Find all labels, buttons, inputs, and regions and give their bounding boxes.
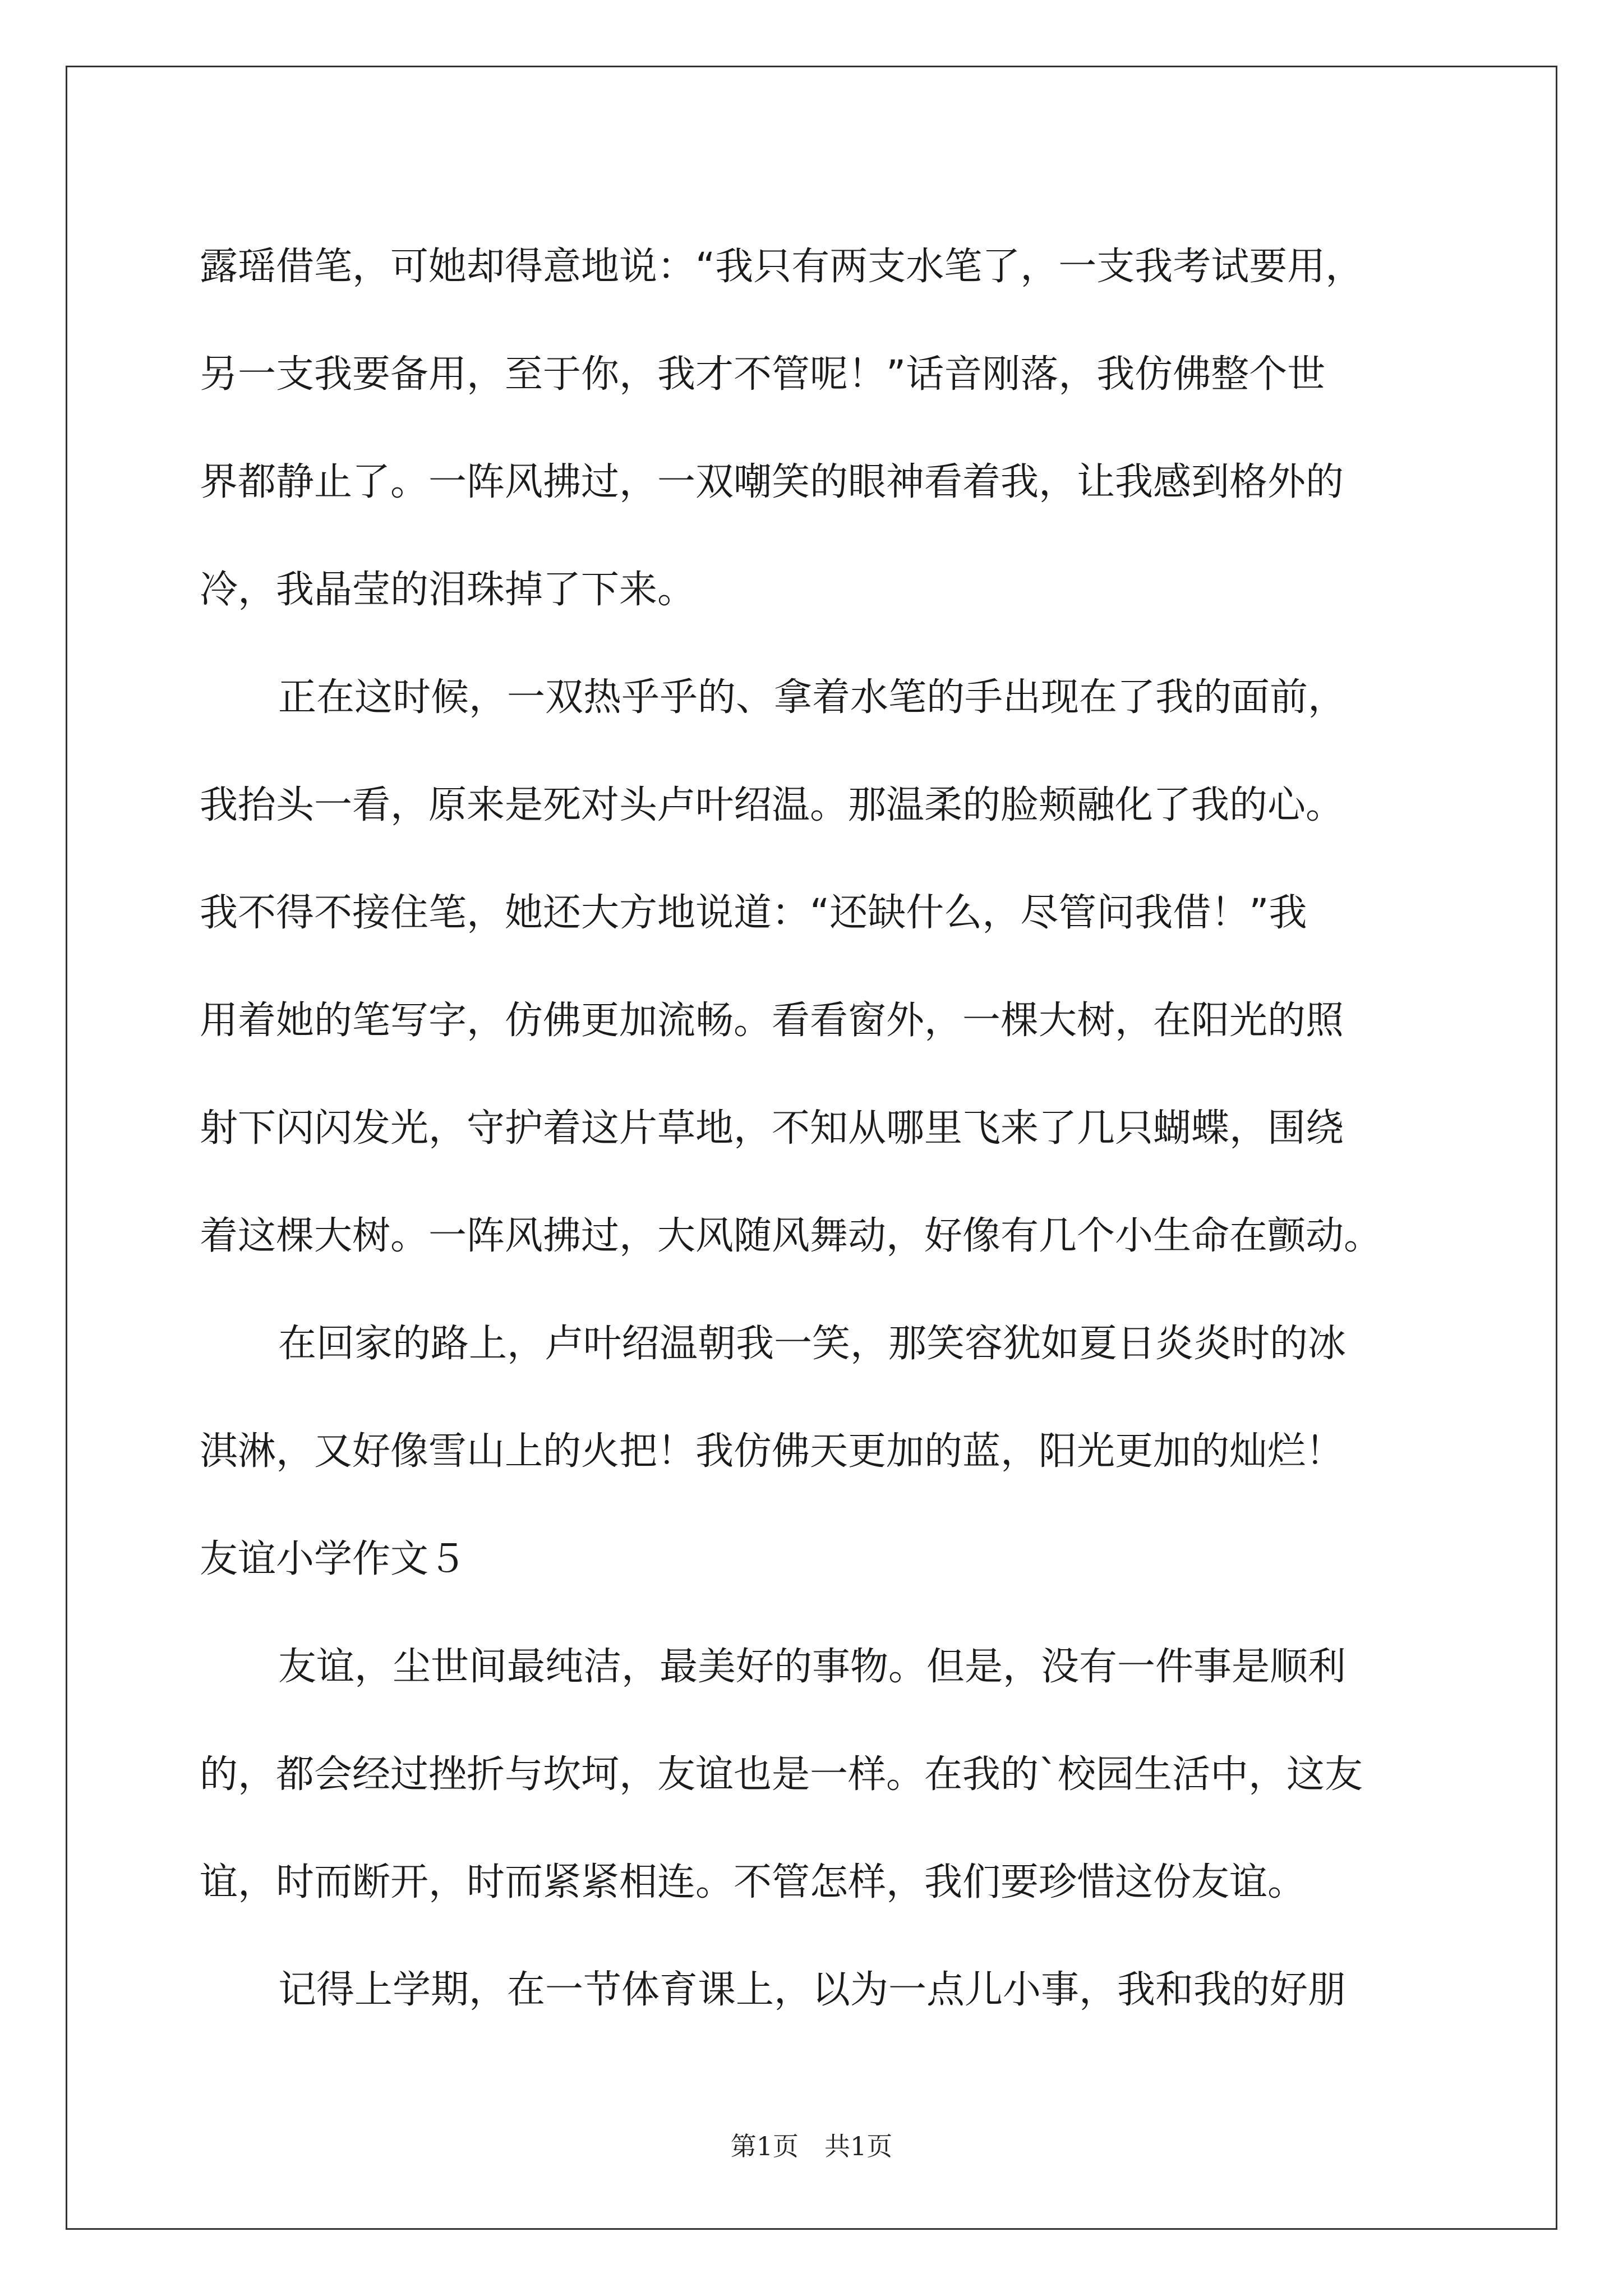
- text-line: 另一支我要备用，至于你，我才不管呢！”话音刚落，我仿佛整个世: [200, 352, 1326, 397]
- text-line: 界都静止了。一阵风拂过，一双嘲笑的眼神看着我，让我感到格外的: [200, 460, 1344, 504]
- text-line: 射下闪闪发光，守护着这片草地，不知从哪里飞来了几只蝴蝶，围绕: [200, 1106, 1344, 1151]
- paragraph-start-line: 正在这时候，一双热乎乎的、拿着水笔的手出现在了我的面前，: [278, 675, 1347, 720]
- paragraph-start-line: 在回家的路上，卢叶绍温朝我一笑，那笑容犹如夏日炎炎时的冰: [278, 1322, 1347, 1366]
- text-line: 露瑶借笔，可她却得意地说：“我只有两支水笔了，一支我考试要用，: [200, 245, 1364, 289]
- paragraph-start-line: 友谊，尘世间最纯洁，最美好的事物。但是，没有一件事是顺利: [278, 1645, 1347, 1689]
- paragraph-start-line: 记得上学期，在一节体育课上，以为一点儿小事，我和我的好朋: [278, 1968, 1347, 2012]
- document-body: [200, 213, 1439, 2044]
- text-line: 用着她的笔写字，仿佛更加流畅。看看窗外，一棵大树，在阳光的照: [200, 999, 1344, 1043]
- text-line: 的，都会经过挫折与坎坷，友谊也是一样。在我的`校园生活中，这友: [200, 1752, 1363, 1797]
- text-line: 我不得不接住笔，她还大方地说道：“还缺什么，尽管问我借！”我: [200, 891, 1307, 935]
- section-heading: 友谊小学作文５: [200, 1537, 467, 1581]
- text-line: 着这棵大树。一阵风拂过，大风随风舞动，好像有几个小生命在颤动。: [200, 1214, 1382, 1258]
- text-line: 我抬头一看，原来是死对头卢叶绍温。那温柔的脸颊融化了我的心。: [200, 783, 1344, 827]
- text-line: 淇淋，又好像雪山上的火把！我仿佛天更加的蓝，阳光更加的灿烂！: [200, 1429, 1344, 1474]
- page-number-footer: 第1页 共1页: [730, 2131, 893, 2161]
- text-line: 谊，时而断开，时而紧紧相连。不管怎样，我们要珍惜这份友谊。: [200, 1860, 1306, 1904]
- text-line: 冷，我晶莹的泪珠掉了下来。: [200, 568, 696, 612]
